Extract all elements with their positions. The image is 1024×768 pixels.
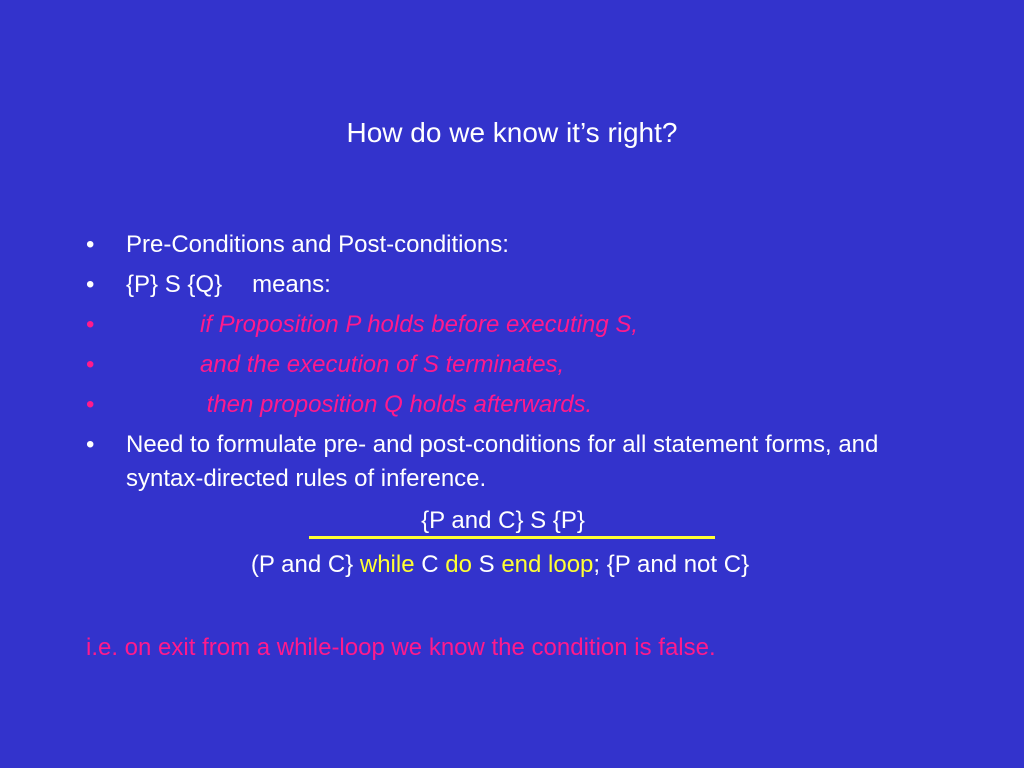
inference-rule-conclusion bbox=[0, 548, 1000, 582]
bullet-list bbox=[86, 228, 906, 502]
bullet-text-hoare-triple: {P} S {Q} bbox=[126, 271, 223, 298]
bullet-icon: • bbox=[86, 311, 95, 338]
bullet-text: and the execution of S terminates, bbox=[200, 351, 565, 378]
bullet-text: Need to formulate pre- and post-conditions for all statement forms, and syntax-directed rules of inference. bbox=[126, 431, 879, 492]
bullet-icon: • bbox=[86, 431, 95, 458]
conclusion-post: ; {P and not C} bbox=[593, 551, 750, 578]
bullet-text: then proposition Q holds afterwards. bbox=[200, 391, 593, 418]
bullet-item bbox=[86, 388, 906, 422]
bullet-item bbox=[86, 308, 906, 342]
bullet-item bbox=[86, 428, 906, 496]
conclusion-pre: (P and C} bbox=[250, 551, 354, 578]
bullet-icon: • bbox=[86, 351, 95, 378]
conclusion-cond: C bbox=[421, 551, 439, 578]
keyword-do: do bbox=[445, 551, 472, 578]
keyword-while: while bbox=[359, 551, 415, 578]
keyword-end-loop: end loop bbox=[501, 551, 594, 578]
slide-title: How do we know it’s right? bbox=[346, 117, 678, 148]
bullet-item bbox=[86, 348, 906, 382]
conclusion-stmt: S bbox=[478, 551, 495, 578]
bullet-text: if Proposition P holds before executing S, bbox=[200, 311, 639, 338]
bullet-text-means: means: bbox=[252, 271, 331, 298]
premise-text: {P and C} S {P} bbox=[309, 506, 715, 539]
bullet-text: Pre-Conditions and Post-conditions: bbox=[126, 231, 509, 258]
bullet-item bbox=[86, 228, 906, 262]
bullet-icon: • bbox=[86, 271, 95, 298]
inference-rule-premise bbox=[0, 504, 1024, 539]
bullet-icon: • bbox=[86, 231, 95, 258]
bullet-item bbox=[86, 268, 906, 302]
slide-note: i.e. on exit from a while-loop we know the condition is false. bbox=[86, 634, 716, 661]
bullet-icon: • bbox=[86, 391, 95, 418]
